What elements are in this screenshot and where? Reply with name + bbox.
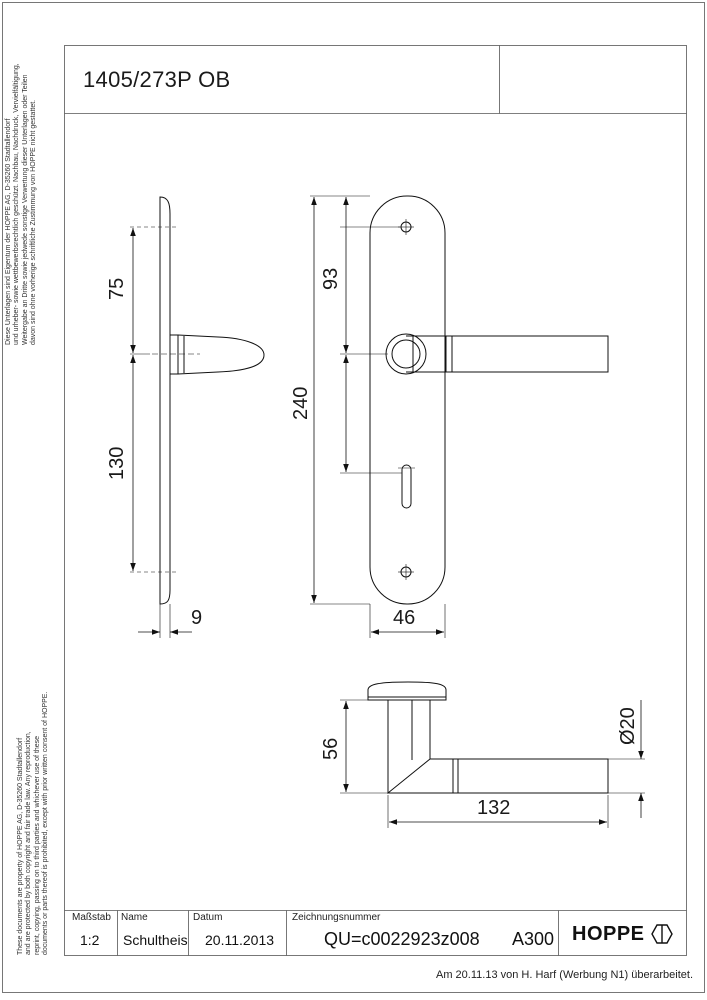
lever-neck-top [388,700,430,793]
plate-side-profile [160,197,170,604]
dim-9: 9 [191,607,203,629]
date-value: 20.11.2013 [205,932,275,948]
dim-130: 130 [106,446,128,480]
name-value: Schultheis [123,932,188,948]
copyright-notice-en: These documents are property of HOPPE AG, D-35260 Stadtallendorf and are protected by both copyright and fair trade law. Any reproduction, reprint, copying, passing on to third parties and whichever use of these documents or parts thereof is prohibited, except with prior written consent of HOPPE. [17,691,50,955]
sheet-border [3,3,705,993]
backplate-front [370,196,445,604]
sheet-format-value: A300 [512,929,555,949]
drawing-title: 1405/273P OB [83,67,231,92]
keyhole [402,465,411,508]
lever-arm-top [388,759,608,793]
lever-front [406,336,608,372]
scale-label: Maßstab [72,912,111,923]
dim-132: 132 [477,797,511,819]
copyright-notice-de: Diese Unterlagen sind Eigentum der HOPPE AG, D-35260 Stadtallendorf und urheber- sowie wettbewerbsrechtlich geschützt. Nachbau, Nachdruck, Vervielfältigung, Weitergabe an Dritte sowie jedwede sonstige Verwertung dieser Unterlagen oder Teilen davon sind ohne vorherige schriftliche Zustimmung von HOPPE nicht gestattet. [5,63,38,345]
dim-75: 75 [106,277,128,300]
dim-diameter-20: Ø20 [617,707,639,745]
brand-name: HOPPE [572,923,645,945]
scale-value: 1:2 [80,932,100,948]
drawing-number-label: Zeichnungsnummer [292,912,381,923]
revision-note: Am 20.11.13 von H. Harf (Werbung N1) überarbeitet. [436,969,693,981]
lever-side-profile [178,335,264,374]
name-label: Name [121,912,148,923]
drawing-number-value: QU=c0022923z008 [324,929,480,949]
hoppe-logo-icon [652,925,672,943]
date-label: Datum [193,912,223,923]
dim-46: 46 [393,607,416,629]
dim-93: 93 [320,267,342,290]
dim-240: 240 [290,386,312,420]
dim-56: 56 [320,737,342,760]
drawing-frame [65,46,687,956]
